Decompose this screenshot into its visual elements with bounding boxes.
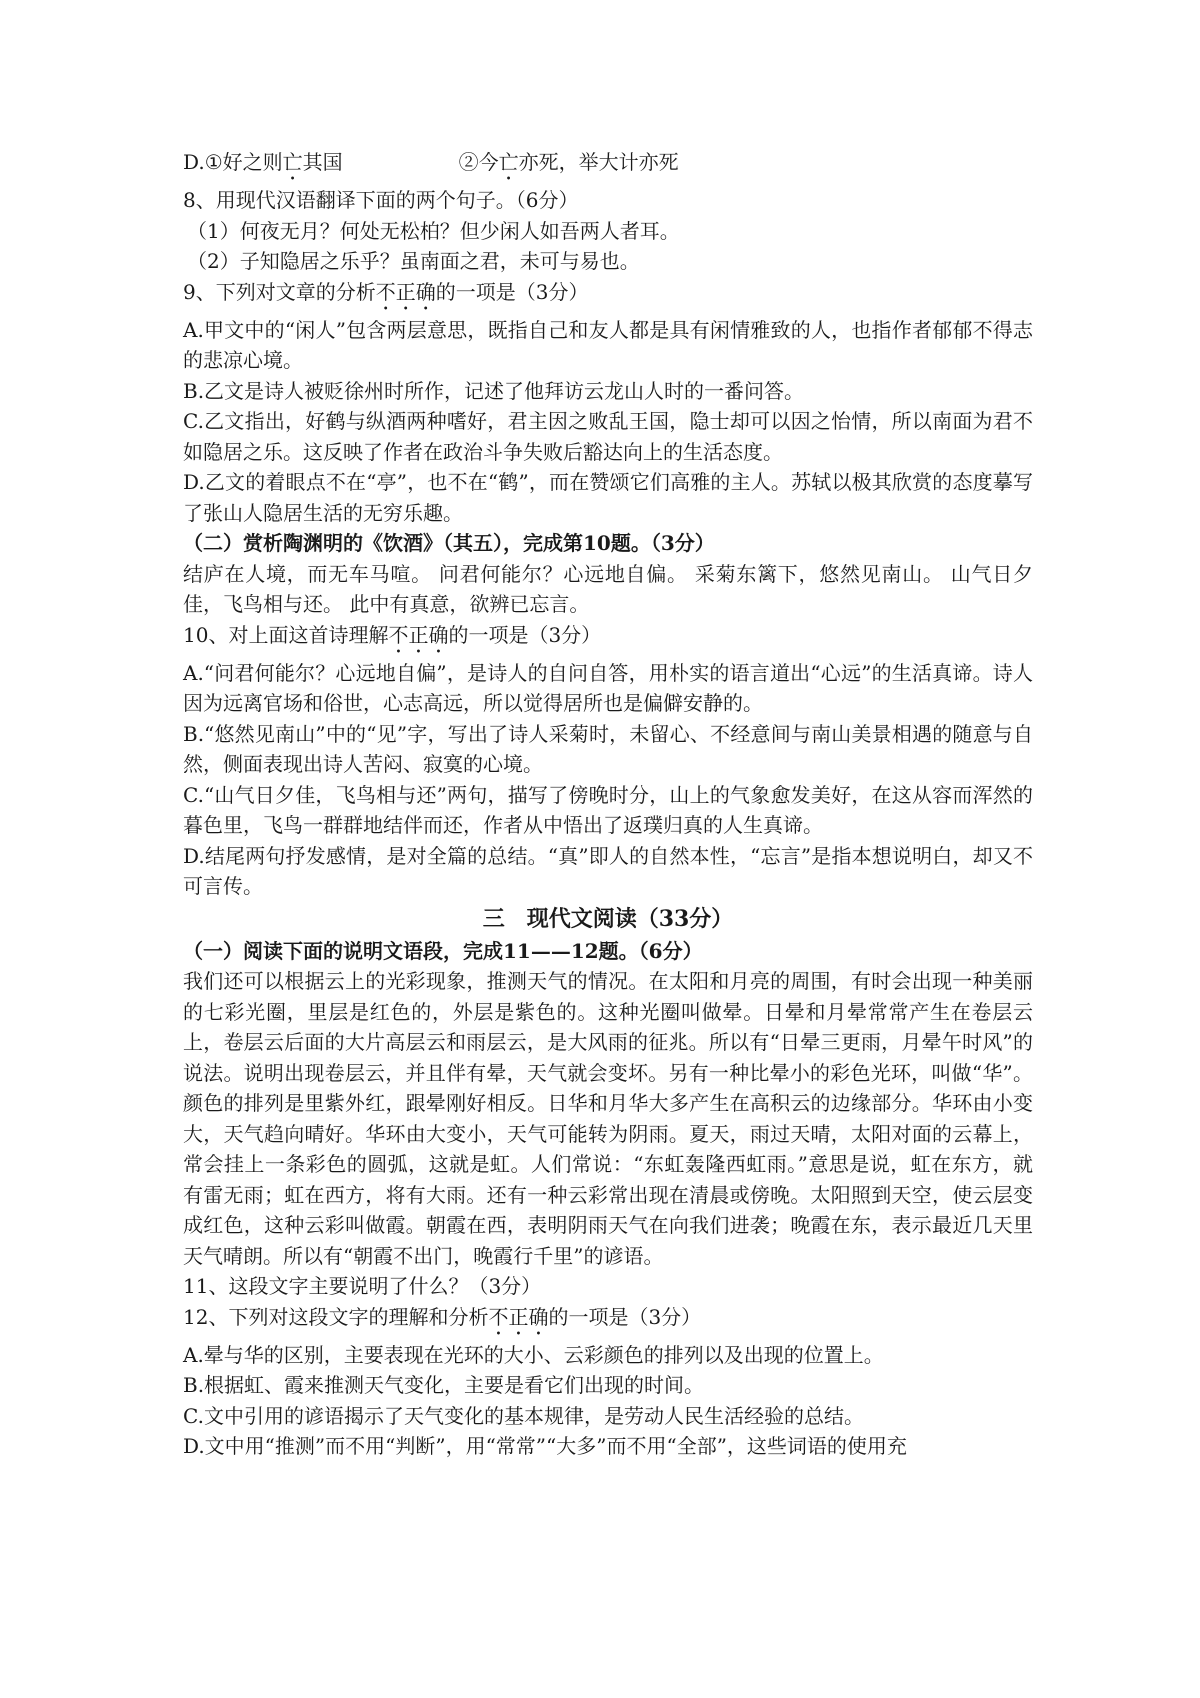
emphasis-text: 不正确 (375, 279, 436, 304)
q10-option-c: C.“山气日夕佳，飞鸟相与还”两句，描写了傍晚时分，山上的气象愈发美好，在这从容而浑然的暮色里，飞鸟一群群地结伴而还，作者从中悟出了返璞归真的人生真谛。 (183, 782, 1033, 837)
part3-sub-heading: （一）阅读下面的说明文语段，完成11——12题。（6分） (183, 938, 703, 963)
q12-option-c: C.文中引用的谚语揭示了天气变化的基本规律，是劳动人民生活经验的总结。 (183, 1403, 864, 1428)
reading-passage: 我们还可以根据云上的光彩现象，推测天气的情况。在太阳和月亮的周围，有时会出现一种美丽的七彩光圈，里层是红色的，外层是紫色的。这种光圈叫做晕。日晕和月晕常常产生在卷层云上，卷层云后面的大片高层云和雨层云，是大风雨的征兆。所以有“日晕三更雨，月晕午时风”的说法。说明出现卷层云，并且伴有晕，天气就会变坏。另有一种比晕小的彩色光环，叫做“华”。颜色的排列是里紫外红，跟晕刚好相反。日华和月华大多产生在高积云的边缘部分。华环由小变大，天气趋向晴好。华环由大变小，天气可能转为阴雨。夏天，雨过天晴，太阳对面的云幕上，常会挂上一条彩色的圆弧，这就是虹。人们常说：“东虹轰隆西虹雨。”意思是说，虹在东方，就有雷无雨；虹在西方，将有大雨。还有一种云彩常出现在清晨或傍晚。太阳照到天空，使云层变成红色，这种云彩叫做霞。朝霞在西，表明阴雨天气在向我们进袭；晚霞在东，表示最近几天里天气晴朗。所以有“朝霞不出门，晚霞行千里”的谚语。 (183, 969, 1033, 1268)
q12-option-d: D.文中用“推测”而不用“判断”，用“常常”“大多”而不用“全部”，这些词语的使用充 (183, 1434, 907, 1458)
q10-option-d: D.结尾两句抒发感情，是对全篇的总结。“真”即人的自然本性，“忘言”是指本想说明白，却又不可言传。 (183, 843, 1033, 898)
q12-stem: 12、下列对这段文字的理解和分析不正确的一项是（3分） (183, 1304, 702, 1329)
q9-option-a: A.甲文中的“闲人”包含两层意思，既指自己和友人都是具有闲情雅致的人，也指作者郁郁不得志的悲凉心境。 (183, 317, 1033, 372)
part3-title: 三 现代文阅读（33分） (482, 905, 734, 932)
q11-stem: 11、这段文字主要说明了什么？（3分） (183, 1274, 542, 1298)
option-text: 其国 (302, 150, 343, 174)
q12-option-a: A.晕与华的区别，主要表现在光环的大小、云彩颜色的排列以及出现的位置上。 (183, 1342, 884, 1367)
q12-option-b: B.根据虹、霞来推测天气变化，主要是看它们出现的时间。 (183, 1373, 705, 1397)
emphasis-text: 不正确 (488, 1304, 549, 1329)
option-label: D. (183, 150, 205, 174)
option-text: 亦死，举大计亦死 (518, 150, 679, 174)
q8-sentence-2: （2）子知隐居之乐乎？虽南面之君，未可与易也。 (187, 249, 640, 273)
q9-option-b: B.乙文是诗人被贬徐州时所作，记述了他拜访云龙山人时的一番问答。 (183, 378, 805, 403)
q7-option-d (183, 147, 1033, 185)
option-text: ②今 (458, 150, 499, 174)
q9-stem: 9、下列对文章的分析不正确的一项是（3分） (183, 279, 589, 304)
emphasis-char: 亡 (282, 150, 303, 174)
emphasis-char: 亡 (498, 150, 519, 174)
q8-sentence-1: （1）何夜无月？何处无松柏？但少闲人如吾两人者耳。 (187, 218, 680, 243)
q9-option-d: D.乙文的着眼点不在“亭”，也不在“鹤”，而在赞颂它们高雅的主人。苏轼以极其欣赏的态度摹写了张山人隐居生活的无穷乐趣。 (183, 470, 1033, 525)
q10-option-a: A.“问君何能尔？心远地自偏”，是诗人的自问自答，用朴实的语言道出“心远”的生活真谛。诗人因为远离官场和俗世，心志高远，所以觉得居所也是偏僻安静的。 (183, 660, 1033, 715)
q9-option-c: C.乙文指出，好鹤与纵酒两种嗜好，君主因之败乱王国，隐士却可以因之怡情，所以南面为君不如隐居之乐。这反映了作者在政治斗争失败后豁达向上的生活态度。 (183, 409, 1033, 464)
q10-stem: 10、对上面这首诗理解不正确的一项是（3分） (183, 622, 602, 647)
option-text: ①好之则 (204, 150, 283, 174)
poem-text: 结庐在人境，而无车马喧。 问君何能尔？心远地自偏。 采菊东篱下，悠然见南山。 山气日夕佳，飞鸟相与还。 此中有真意，欲辨已忘言。 (183, 561, 1033, 616)
q10-option-b: B.“悠然见南山”中的“见”字，写出了诗人采菊时，未留心、不经意间与南山美景相遇的随意与自然，侧面表现出诗人苦闷、寂寞的心境。 (183, 721, 1033, 776)
q8-stem: 8、用现代汉语翻译下面的两个句子。（6分） (183, 188, 579, 212)
emphasis-text: 不正确 (388, 622, 449, 647)
exam-content (183, 147, 1033, 1462)
section2-heading: （二）赏析陶渊明的《饮酒》（其五），完成第10题。（3分） (183, 531, 715, 555)
